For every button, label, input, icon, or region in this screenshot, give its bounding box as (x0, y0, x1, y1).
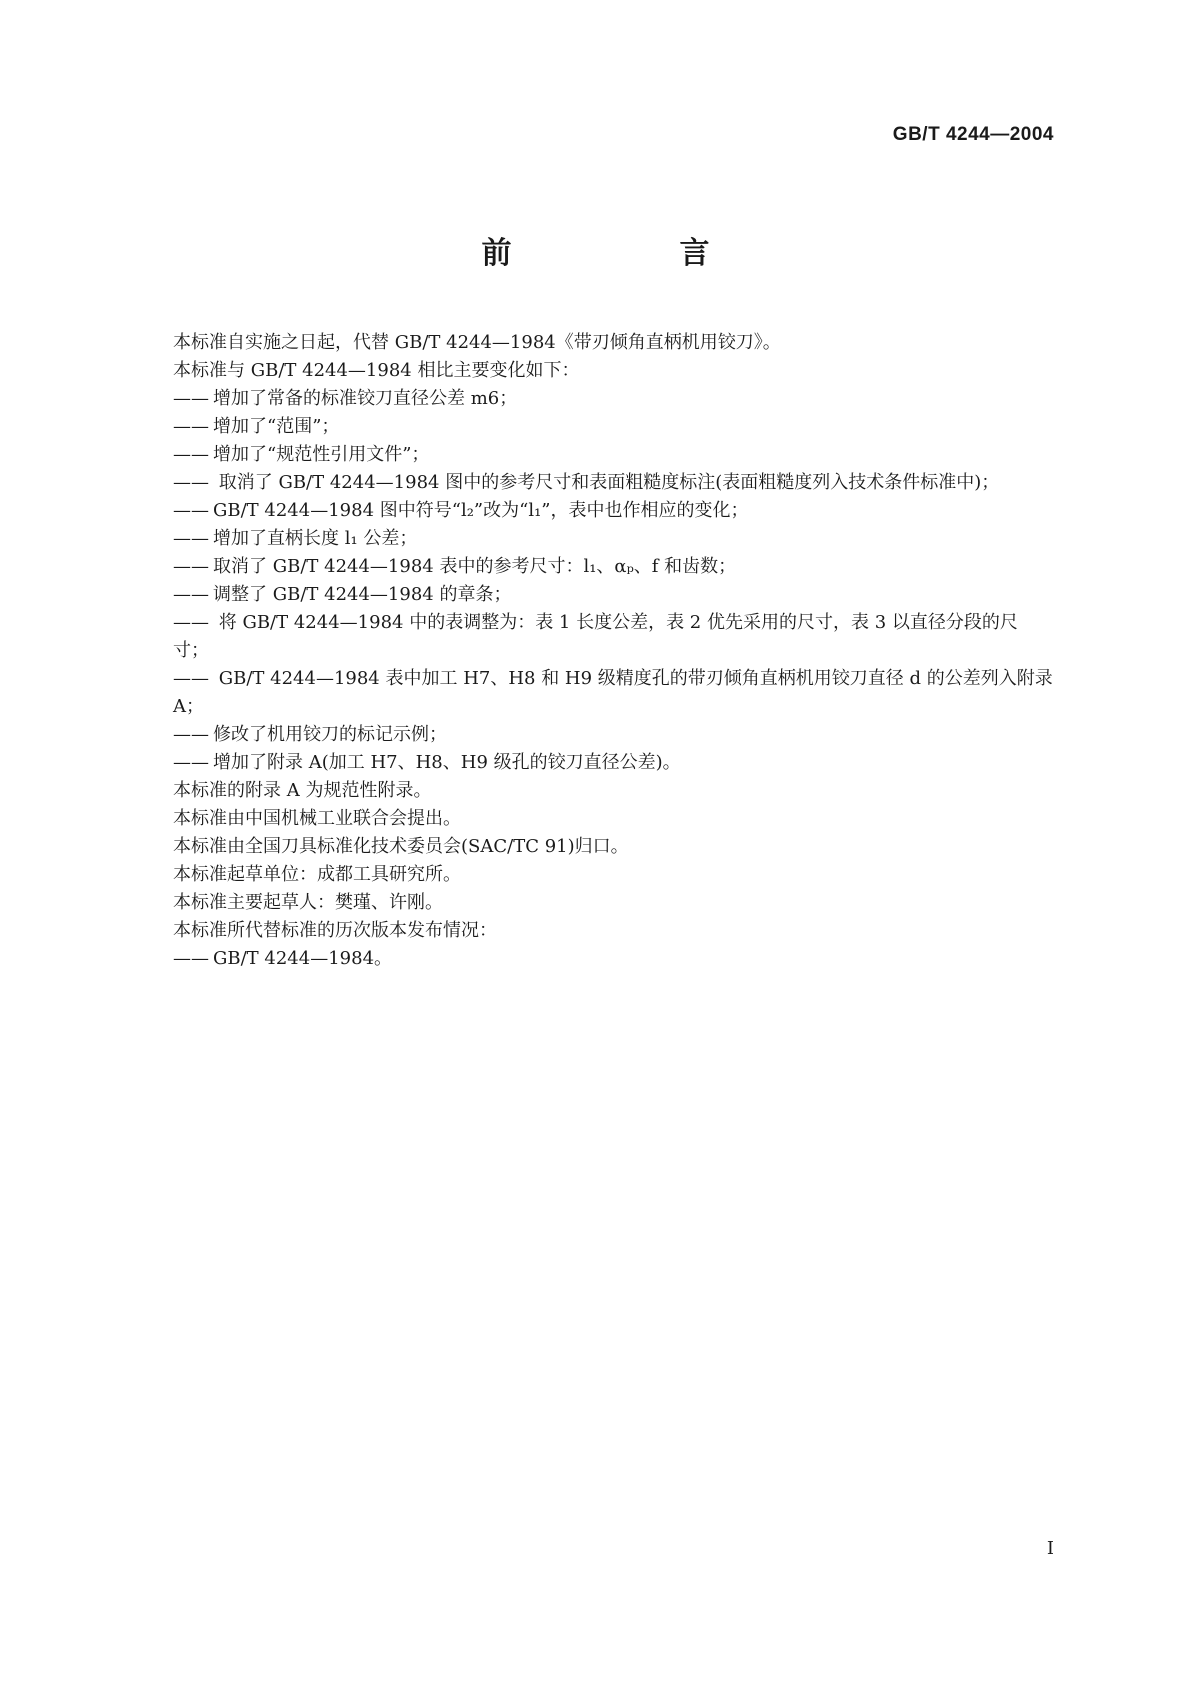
paragraph-text: 本标准起草单位：成都工具研究所。 (173, 864, 461, 885)
page-number: I (1046, 1538, 1054, 1559)
dash-marker: —— (173, 500, 209, 521)
paragraph-text: 本标准由全国刀具标准化技术委员会(SAC/TC 91)归口。 (173, 836, 629, 857)
list-item-text: GB/T 4244—1984 表中加工 H7、H8 和 H9 级精度孔的带刃倾角直柄机用铰刀直径 d 的公差列入附录 A； (173, 668, 1053, 717)
list-item-text: 增加了常备的标准铰刀直径公差 m6； (213, 388, 518, 409)
list-item (173, 665, 1053, 721)
dash-marker: —— (173, 584, 209, 605)
list-item (173, 413, 1053, 441)
dash-marker: —— (173, 752, 209, 773)
list-item (173, 525, 1053, 553)
list-item-text: 增加了“规范性引用文件”； (213, 444, 430, 465)
list-item (173, 581, 1053, 609)
list-item (173, 945, 1053, 973)
paragraph-text: 本标准自实施之日起，代替 GB/T 4244—1984《带刃倾角直柄机用铰刀》。 (173, 332, 781, 353)
paragraph (173, 805, 1053, 833)
paragraph-text: 本标准所代替标准的历次版本发布情况： (173, 920, 497, 941)
standard-code: GB/T 4244—2004 (892, 124, 1054, 145)
list-item-text: 将 GB/T 4244—1984 中的表调整为：表 1 长度公差，表 2 优先采用的尺寸，表 3 以直径分段的尺寸； (173, 612, 1018, 661)
list-item-text: 取消了 GB/T 4244—1984 图中的参考尺寸和表面粗糙度标注(表面粗糙度列入技术条件标准中)； (218, 472, 1000, 493)
dash-marker: —— (173, 948, 209, 969)
foreword-body (173, 329, 1053, 973)
paragraph (173, 357, 1053, 385)
paragraph (173, 917, 1053, 945)
paragraph-text: 本标准与 GB/T 4244—1984 相比主要变化如下： (173, 360, 580, 381)
list-item (173, 469, 1053, 497)
list-item-text: 增加了“范围”； (213, 416, 340, 437)
list-item-text: 增加了直柄长度 l₁ 公差； (213, 528, 418, 549)
paragraph (173, 861, 1053, 889)
list-item-text: 调整了 GB/T 4244—1984 的章条； (213, 584, 512, 605)
paragraph-text: 本标准的附录 A 为规范性附录。 (173, 780, 432, 801)
list-item-text: 取消了 GB/T 4244—1984 表中的参考尺寸：l₁、αₚ、f 和齿数； (213, 556, 737, 577)
list-item-text: 增加了附录 A(加工 H7、H8、H9 级孔的铰刀直径公差)。 (213, 752, 681, 773)
dash-marker: —— (173, 388, 209, 409)
paragraph (173, 777, 1053, 805)
dash-marker: —— (173, 668, 209, 689)
paragraph-text: 本标准由中国机械工业联合会提出。 (173, 808, 461, 829)
dash-marker: —— (173, 472, 209, 493)
paragraph (173, 889, 1053, 917)
list-item (173, 385, 1053, 413)
dash-marker: —— (173, 528, 209, 549)
list-item-text: GB/T 4244—1984。 (213, 948, 393, 969)
list-item (173, 721, 1053, 749)
paragraph-text: 本标准主要起草人：樊瑾、许刚。 (173, 892, 443, 913)
page-title: 前 言 (481, 236, 746, 271)
list-item-text: GB/T 4244—1984 图中符号“l₂”改为“l₁”，表中也作相应的变化； (213, 500, 749, 521)
list-item (173, 441, 1053, 469)
dash-marker: —— (173, 416, 209, 437)
dash-marker: —— (173, 724, 209, 745)
dash-marker: —— (173, 612, 209, 633)
list-item (173, 749, 1053, 777)
list-item (173, 497, 1053, 525)
paragraph (173, 329, 1053, 357)
list-item (173, 609, 1053, 665)
paragraph (173, 833, 1053, 861)
list-item (173, 553, 1053, 581)
list-item-text: 修改了机用铰刀的标记示例； (213, 724, 447, 745)
dash-marker: —— (173, 556, 209, 577)
dash-marker: —— (173, 444, 209, 465)
